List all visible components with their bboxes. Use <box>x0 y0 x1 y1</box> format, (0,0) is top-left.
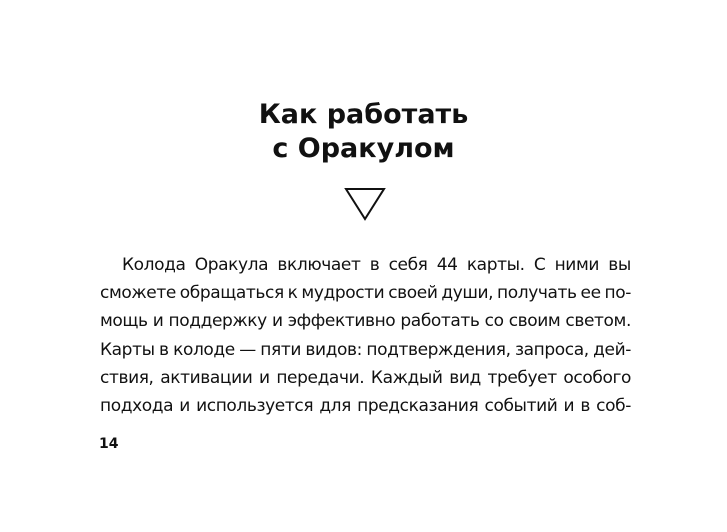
chapter-heading-line-2: с Оракулом <box>272 133 455 164</box>
chapter-heading <box>0 98 727 166</box>
page-number: 14 <box>99 436 119 452</box>
word: мудрости <box>301 283 385 304</box>
word: сможете <box>100 283 176 304</box>
word: ее <box>580 283 601 304</box>
word: вы <box>608 255 631 275</box>
word: к <box>287 283 298 304</box>
word: получать <box>497 283 577 304</box>
word: себя <box>388 255 428 275</box>
word: колоде <box>173 339 235 360</box>
word: — <box>239 339 256 360</box>
word: своей <box>388 283 438 304</box>
word: вид <box>449 367 481 388</box>
word: запроса, <box>515 339 589 360</box>
word: работать <box>400 311 480 332</box>
word: своим <box>508 311 561 332</box>
paragraph-line <box>100 364 631 392</box>
word: для <box>319 395 351 416</box>
word: со <box>484 311 504 332</box>
word: в <box>159 339 169 360</box>
word: и <box>563 395 575 416</box>
word: ними <box>554 255 600 275</box>
word: и <box>179 395 190 416</box>
word: используется <box>196 395 314 416</box>
word: Оракула <box>194 255 269 275</box>
word: по- <box>604 283 631 304</box>
word: подтверждения, <box>366 339 511 360</box>
word: соб- <box>596 395 631 416</box>
word: эффективно <box>287 311 396 332</box>
paragraph-line <box>100 336 631 364</box>
word: 44 <box>436 255 458 275</box>
word: и <box>259 367 270 388</box>
word: в <box>580 395 590 416</box>
word: обращаться <box>179 283 284 304</box>
word: видов: <box>305 339 362 360</box>
word: включает <box>277 255 361 275</box>
word: Карты <box>100 339 155 360</box>
word: и <box>152 311 164 332</box>
body-paragraph <box>100 251 631 420</box>
triangle-down-icon <box>343 186 387 222</box>
word: поддержку <box>168 311 267 332</box>
word: требует <box>487 367 557 388</box>
word: подхода <box>100 395 174 416</box>
paragraph-line <box>100 307 631 335</box>
word: ствия, <box>100 367 154 388</box>
word: событий <box>484 395 558 416</box>
word: дей- <box>593 339 631 360</box>
paragraph-line <box>100 251 631 279</box>
word: предсказания <box>357 395 479 416</box>
word: мощь <box>100 311 148 332</box>
word: и <box>271 311 283 332</box>
word: Каждый <box>370 367 443 388</box>
word: в <box>369 255 380 275</box>
word: С <box>533 255 546 275</box>
paragraph-line <box>100 279 631 307</box>
word: души, <box>441 283 494 304</box>
word: Колода <box>122 255 186 275</box>
word: передачи. <box>276 367 365 388</box>
word: пяти <box>260 339 301 360</box>
chapter-heading-line-1: Как работать <box>258 99 469 130</box>
word: карты. <box>466 255 525 275</box>
word: светом. <box>565 311 631 332</box>
word: активации <box>160 367 253 388</box>
paragraph-line <box>100 392 631 420</box>
word: особого <box>563 367 631 388</box>
